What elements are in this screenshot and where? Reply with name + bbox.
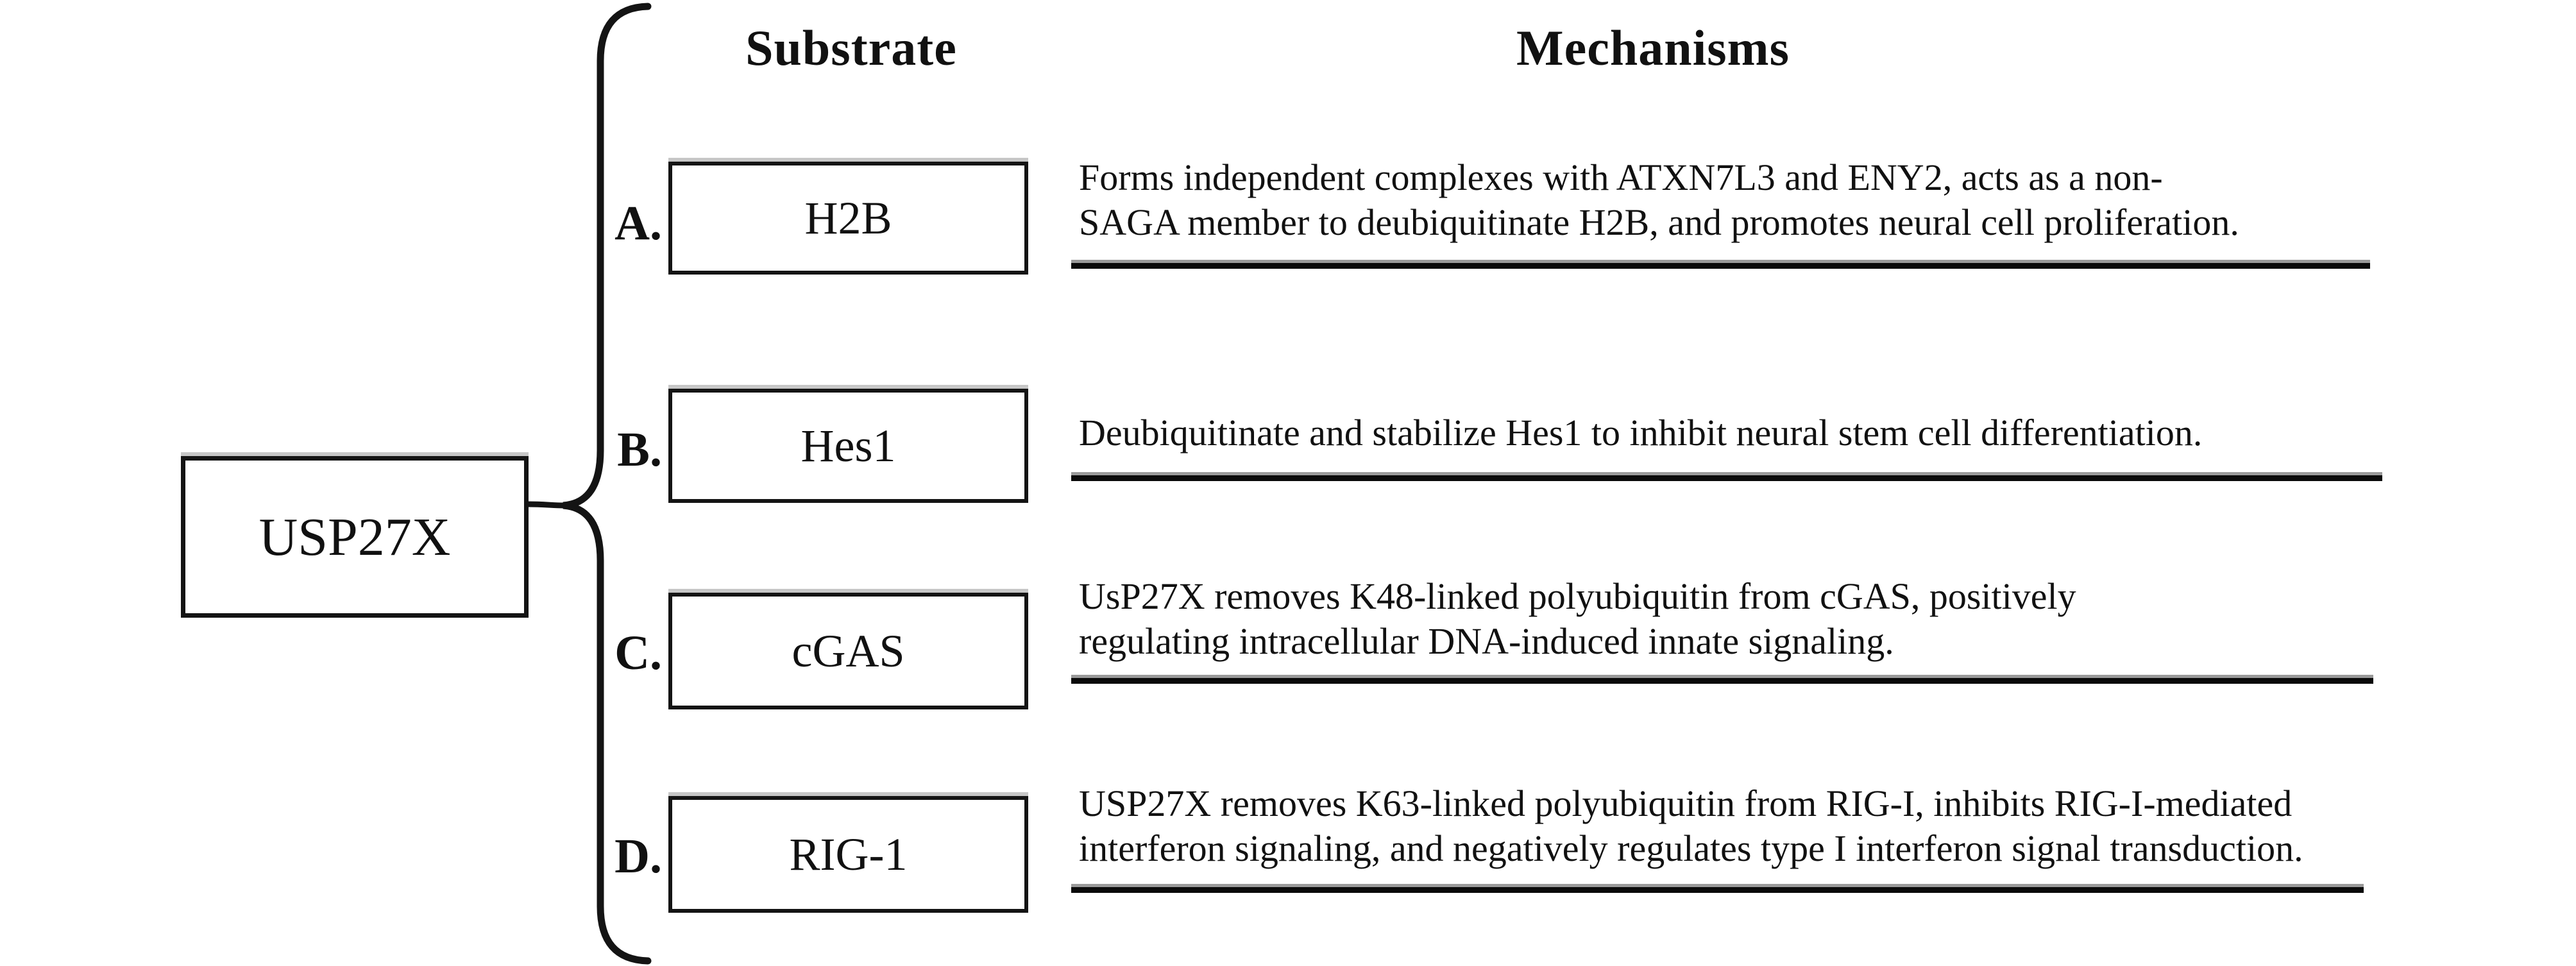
- row-a-underline: [1071, 260, 2370, 269]
- row-b-substrate-box: [668, 389, 1028, 503]
- substrate-column-header: Substrate: [745, 20, 957, 76]
- usp27x-root-label: USP27X: [258, 507, 451, 567]
- row-d-mechanism-line-2: interferon signaling, and negatively regulates type I interferon signal transduction.: [1079, 827, 2303, 869]
- row-c-substrate-label: cGAS: [792, 625, 905, 677]
- row-c-letter: C.: [614, 626, 662, 680]
- row-a-substrate-label: H2B: [804, 192, 892, 244]
- curly-brace-connector: [520, 0, 674, 966]
- row-c-underline: [1071, 675, 2373, 684]
- row-a-mechanism-line-1: Forms independent complexes with ATXN7L3 and ENY2, acts as a non-: [1079, 157, 2163, 198]
- row-d-substrate-box: [668, 796, 1028, 913]
- curly-brace: [563, 6, 648, 961]
- row-c-substrate-box: [668, 593, 1028, 709]
- row-a-substrate-box: [668, 162, 1028, 275]
- row-d-underline: [1071, 884, 2364, 893]
- row-b-letter: B.: [617, 423, 662, 477]
- row-a-mechanism-line-2: SAGA member to deubiquitinate H2B, and promotes neural cell proliferation.: [1079, 201, 2239, 243]
- root-connector-line: [527, 504, 563, 505]
- row-c-mechanism-line-1: UsP27X removes K48-linked polyubiquitin from cGAS, positively: [1079, 575, 2076, 617]
- brace-wrapper: [520, 0, 674, 966]
- row-d-substrate-label: RIG-1: [789, 828, 908, 880]
- row-b-substrate-label: Hes1: [801, 419, 896, 471]
- usp27x-root-box: [181, 456, 529, 618]
- row-d-letter: D.: [614, 829, 662, 883]
- row-b-mechanism-line-1: Deubiquitinate and stabilize Hes1 to inhibit neural stem cell differentiation.: [1079, 412, 2203, 453]
- row-d-mechanism-line-1: USP27X removes K63-linked polyubiquitin from RIG-I, inhibits RIG-I-mediated: [1079, 783, 2292, 824]
- row-c-mechanism-line-2: regulating intracellular DNA-induced innate signaling.: [1079, 620, 1894, 662]
- mechanisms-column-header: Mechanisms: [1516, 20, 1790, 76]
- row-a-letter: A.: [614, 196, 662, 250]
- row-b-underline: [1071, 472, 2382, 481]
